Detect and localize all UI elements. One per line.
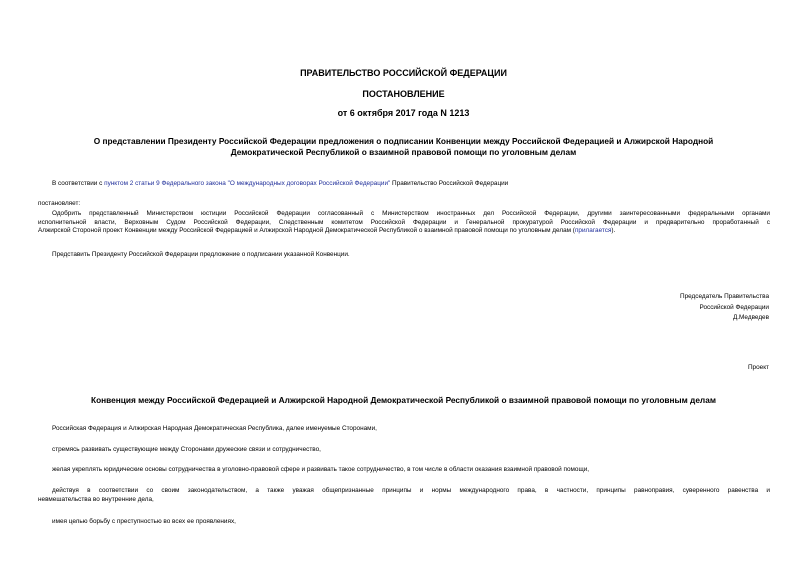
approval-line3-text: Алжирской Стороной проект Конвенции между Российской Федерацией и Алжирской Народной Демократической Республикой о взаимной правовой помощи по уголовным делам ( bbox=[38, 227, 575, 234]
signature-block bbox=[680, 292, 769, 324]
document-date-number: от 6 октября 2017 года N 1213 bbox=[337, 108, 470, 118]
government-name: ПРАВИТЕЛЬСТВО РОССИЙСКОЙ ФЕДЕРАЦИИ bbox=[300, 68, 507, 78]
signature-country: Российской Федерации bbox=[699, 303, 769, 311]
approval-line2: исполнительной власти, Верховным Судом Российской Федерации, Следственным комитетом Российской Федерации и Генеральной прокуратурой Российской Федерации и предварительно проработанный с bbox=[38, 218, 770, 226]
preamble-acting-line1: действуя в соответствии со своим законодательством, а также уважая общепризнанные принципы и нормы международного права, в частности, принципы равноправия, суверенного равенства и bbox=[52, 487, 770, 494]
present-paragraph: Представить Президенту Российской Федерации предложение о подписании указанной Конвенции. bbox=[52, 251, 350, 258]
convention-title: Конвенция между Российской Федерацией и Алжирской Народной Демократической Республикой о взаимной правовой помощи по уголовным делам bbox=[91, 395, 716, 405]
document-title-line2: Демократической Республикой о взаимной правовой помощи по уголовным делам bbox=[230, 146, 577, 157]
document-title-line1: О представлении Президенту Российской Федерации предложения о подписании Конвенции между Российской Федерацией и Алжирской Народной bbox=[93, 136, 714, 146]
document-type: ПОСТАНОВЛЕНИЕ bbox=[362, 89, 445, 99]
preamble-wishing: желая укреплять юридические основы сотрудничества в уголовно-правовой сфере и развивать такое сотрудничество, в том числе в области оказания взаимной правовой помощи, bbox=[52, 466, 590, 473]
approval-line1: Одобрить представленный Министерством юстиции Российской Федерации согласованный с Министерством иностранных дел Российской Федерации, другими заинтересованными федеральными органами bbox=[52, 210, 770, 217]
decree-word: постановляет: bbox=[38, 200, 81, 207]
intro-suffix: Правительство Российской Федерации bbox=[390, 180, 509, 187]
project-label: Проект bbox=[747, 364, 769, 371]
signature-position: Председатель Правительства bbox=[680, 293, 769, 300]
approval-paragraph bbox=[38, 210, 770, 236]
approval-line3-end: ). bbox=[611, 227, 616, 234]
intro-prefix: В соответствии с bbox=[52, 180, 105, 187]
federal-law-link[interactable]: пунктом 2 статьи 9 Федерального закона "О международных договорах Российской Федерации" bbox=[104, 180, 391, 187]
preamble-parties: Российская Федерация и Алжирская Народная Демократическая Республика, далее именуемые Сторонами, bbox=[52, 425, 377, 432]
preamble-aim: имея целью борьбу с преступностью во всех ее проявлениях, bbox=[52, 518, 236, 525]
signature-name: Д.Медведев bbox=[732, 314, 769, 321]
preamble-acting bbox=[38, 487, 770, 504]
approval-line3 bbox=[38, 227, 770, 236]
preamble-acting-line2: невмешательства во внутренние дела, bbox=[38, 495, 154, 503]
intro-paragraph bbox=[52, 180, 772, 189]
document-title bbox=[0, 136, 807, 157]
attached-link[interactable]: прилагается bbox=[574, 227, 612, 234]
preamble-striving: стремясь развивать существующие между Сторонами дружеские связи и сотрудничество, bbox=[52, 446, 321, 453]
